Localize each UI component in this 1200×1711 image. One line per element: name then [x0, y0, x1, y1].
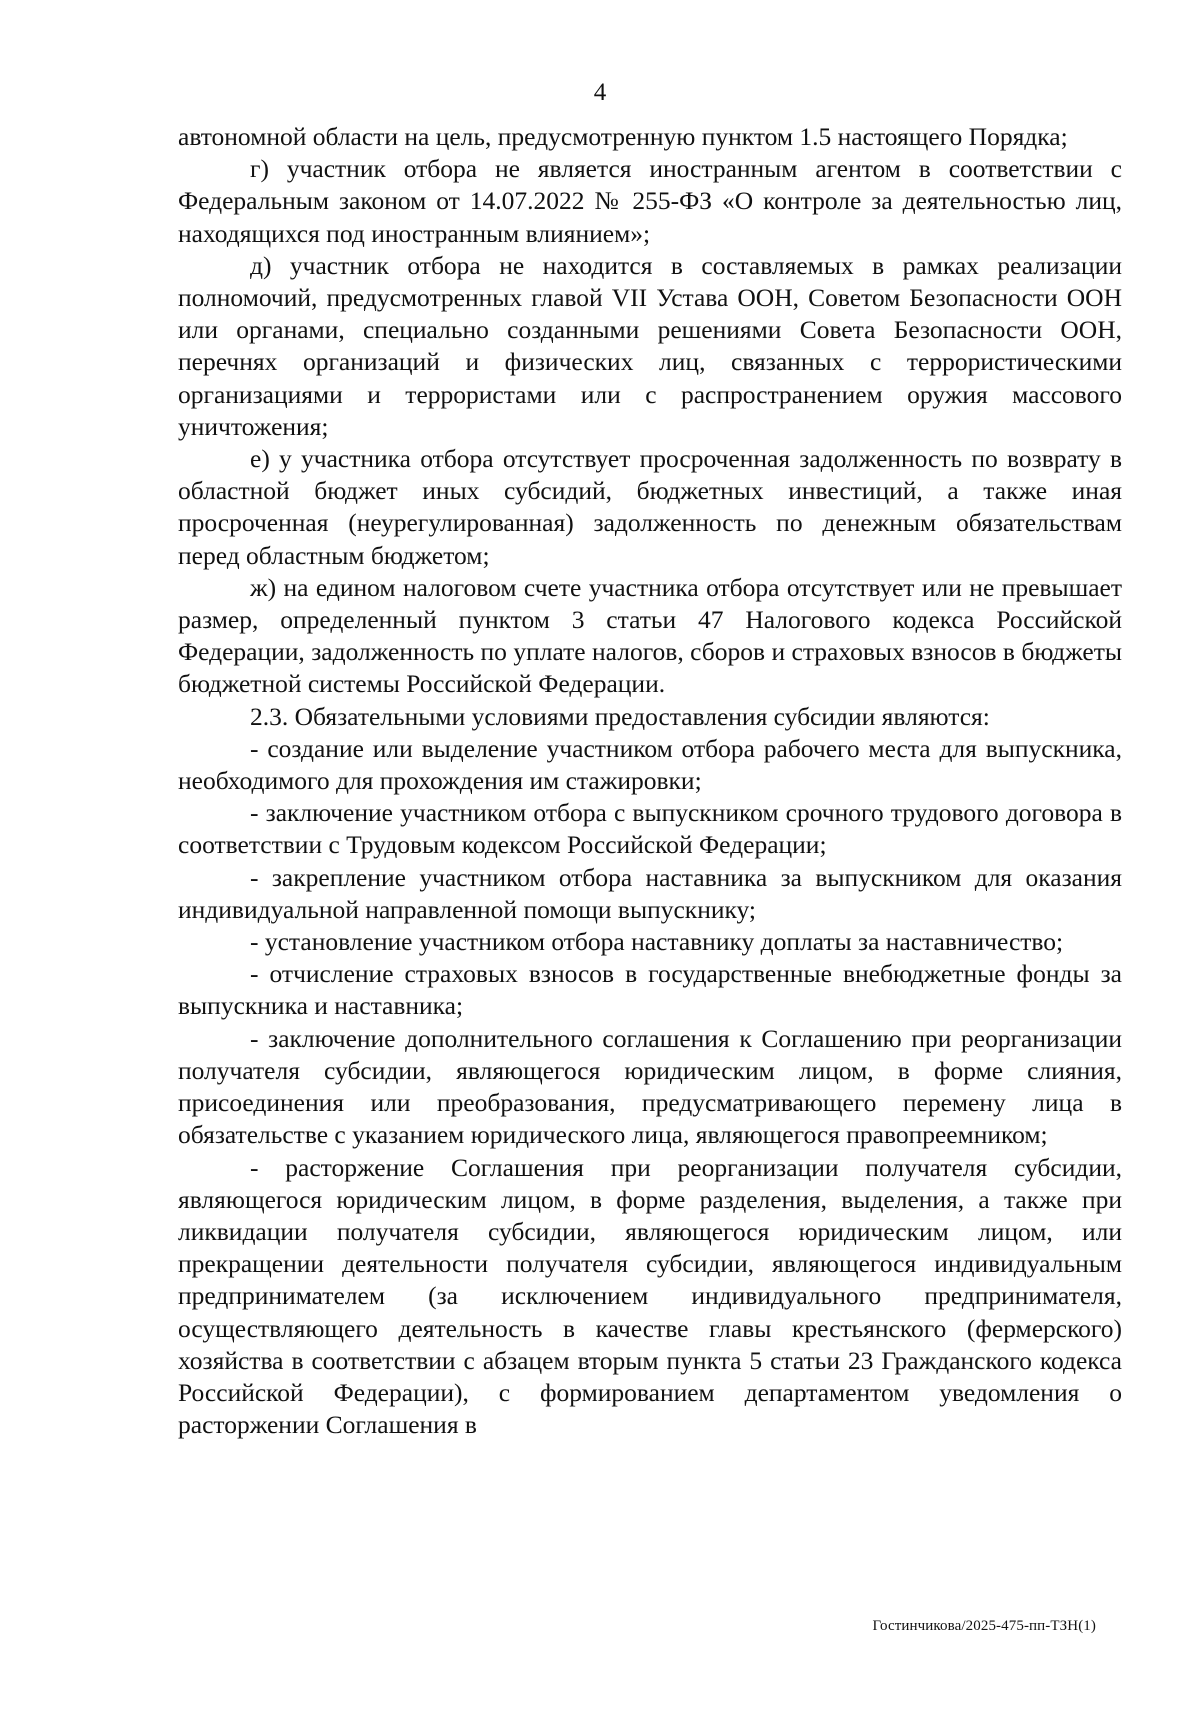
- paragraph-subitem-g: г) участник отбора не является иностранным агентом в соответствии с Федеральным законом от 14.07.2022 № 255-ФЗ «О контроле за деятельностью лиц, находящихся под иностранным влиянием»;: [178, 154, 1122, 248]
- list-item-termination: - расторжение Соглашения при реорганизации получателя субсидии, являющегося юридическим лицом, в форме разделения, выделения, а также при ликвидации получателя субсидии, являющегося юридическим лицом, или прекращении деятельности получателя субсидии, являющегося индивидуальным предпринимателем (за исключением индивидуального предпринимателя, осуществляющего деятельность в качестве главы крестьянского (фермерского) хозяйства в соответствии с абзацем вторым пункта 5 статьи 23 Гражданского кодекса Российской Федерации), с формированием департаментом уведомления о расторжении Соглашения в: [178, 1152, 1122, 1440]
- paragraph-subitem-e: е) у участника отбора отсутствует просроченная задолженность по возврату в областной бюджет иных субсидий, бюджетных инвестиций, а также иная просроченная (неурегулированная) задолженность по денежным обязательствам перед областным бюджетом;: [178, 444, 1122, 570]
- list-item-contract: - заключение участником отбора с выпускником срочного трудового договора в соответствии с Трудовым кодексом Российской Федерации;: [178, 798, 1122, 860]
- paragraph-section-2-3: 2.3. Обязательными условиями предоставления субсидии являются:: [250, 701, 990, 731]
- list-item-supplementary-agreement: - заключение дополнительного соглашения к Соглашению при реорганизации получателя субсидии, являющегося юридическим лицом, в форме слияния, присоединения или преобразования, предусматривающего перемену лица в обязательстве с указанием юридического лица, являющегося правопреемником;: [178, 1023, 1122, 1150]
- document-body: [178, 121, 1122, 1441]
- paragraph-subitem-d: д) участник отбора не находится в составляемых в рамках реализации полномочий, предусмотренных главой VII Устава ООН, Советом Безопасности ООН или органами, специально созданными решениями Совета Безопасности ООН, перечнях организаций и физических лиц, связанных с террористическими организациями и террористами или с распространением оружия массового уничтожения;: [178, 250, 1122, 441]
- page-number: 4: [593, 79, 607, 106]
- list-item-mentor: - закрепление участником отбора наставника за выпускником для оказания индивидуальной направленной помощи выпускнику;: [178, 862, 1122, 924]
- list-item-workplace: - создание или выделение участником отбора рабочего места для выпускника, необходимого для прохождения им стажировки;: [178, 733, 1122, 796]
- document-footer-reference: Гостинчикова/2025-475-пп-ТЗН(1): [872, 1618, 1096, 1634]
- paragraph-subitem-zh: ж) на едином налоговом счете участника отбора отсутствует или не превышает размер, определенный пунктом 3 статьи 47 Налогового кодекса Российской Федерации, задолженность по уплате налогов, сборов и страховых взносов в бюджеты бюджетной системы Российской Федерации.: [178, 572, 1122, 699]
- list-item-mentor-bonus: - установление участником отбора наставнику доплаты за наставничество;: [250, 927, 1064, 957]
- paragraph-1: автономной области на цель, предусмотренную пунктом 1.5 настоящего Порядка;: [178, 122, 1068, 151]
- list-item-insurance: - отчисление страховых взносов в государственные внебюджетные фонды за выпускника и наставника;: [178, 959, 1122, 1021]
